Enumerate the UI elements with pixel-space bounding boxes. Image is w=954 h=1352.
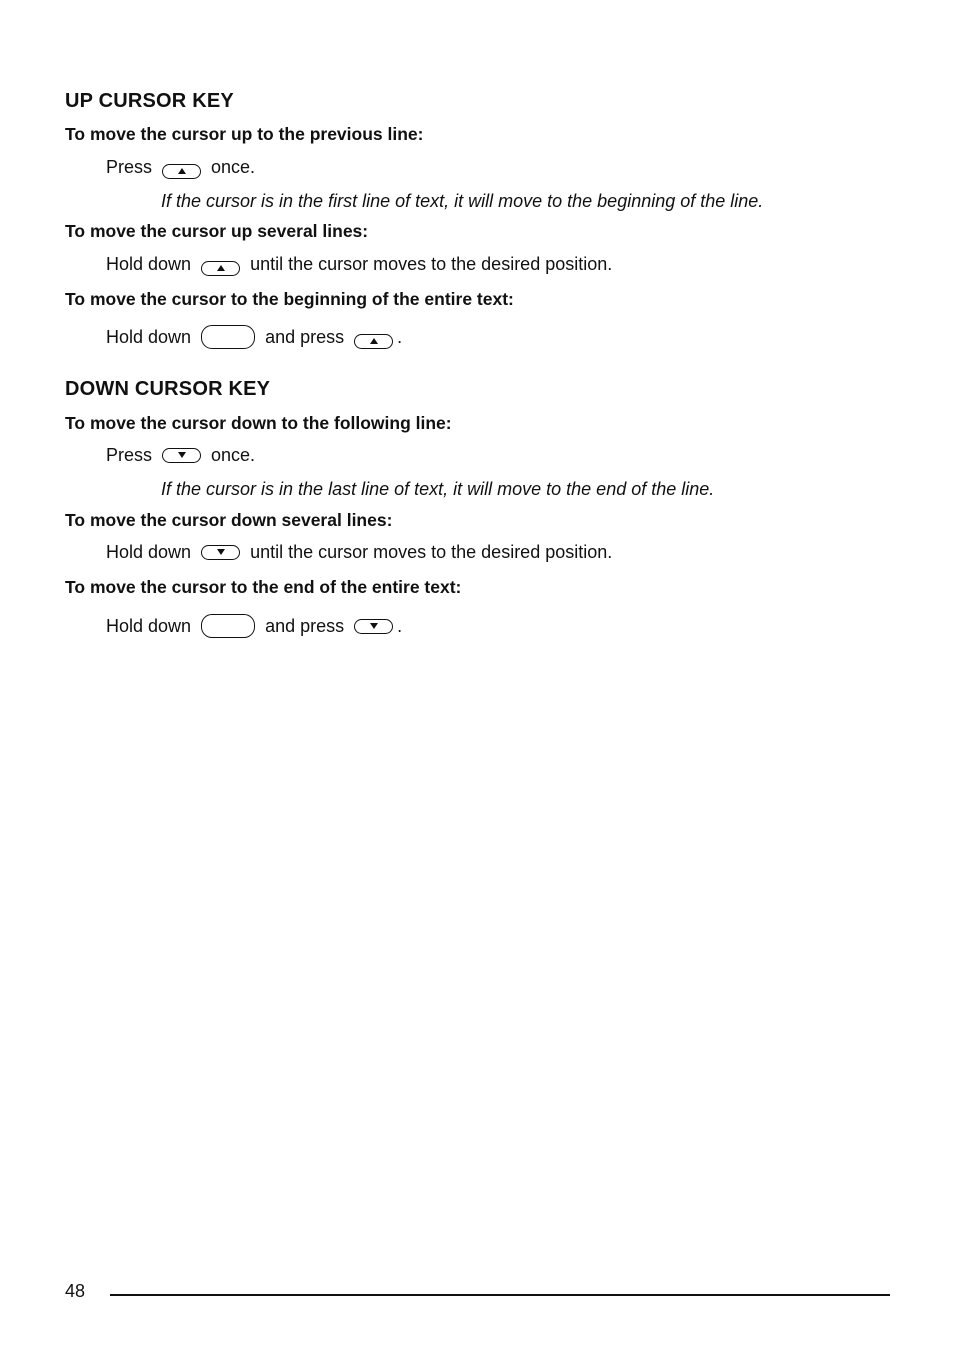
instruction-text: and press — [265, 615, 345, 636]
down-arrow-key-icon — [354, 619, 393, 634]
blank-key-icon — [201, 325, 255, 349]
up-sub-several-lines: To move the cursor up several lines: — [65, 221, 369, 241]
footer-rule — [110, 1294, 890, 1296]
up-sub-beginning-of-text: To move the cursor to the beginning of the entire text: — [65, 289, 514, 309]
instruction-text: Hold down — [106, 542, 192, 562]
instruction-text: Hold down — [106, 254, 192, 274]
instruction-text: . — [397, 615, 403, 636]
instruction-text: once. — [211, 445, 256, 465]
up-note-first-line: If the cursor is in the first line of text, it will move to the beginning of the line. — [161, 191, 764, 211]
down-note-last-line: If the cursor is in the last line of text, it will move to the end of the line. — [161, 479, 715, 499]
page-number: 48 — [65, 1281, 86, 1301]
instruction-text: Press — [106, 445, 153, 465]
instruction-text: once. — [211, 157, 256, 177]
blank-key-icon — [201, 614, 255, 638]
up-arrow-key-icon — [162, 164, 201, 179]
instruction-text: until the cursor moves to the desired position. — [250, 254, 613, 274]
up-instruction-hold-and-press — [106, 325, 402, 349]
up-arrow-key-icon — [354, 334, 393, 349]
instruction-text: Press — [106, 157, 153, 177]
up-cursor-key-heading: UP CURSOR KEY — [65, 90, 234, 112]
instruction-text: Hold down — [106, 615, 192, 636]
instruction-text: . — [397, 326, 403, 347]
down-instruction-hold-down — [106, 542, 612, 563]
up-arrow-key-icon — [201, 261, 240, 276]
down-sub-following-line: To move the cursor down to the following line: — [65, 413, 452, 433]
up-instruction-press-once — [106, 157, 255, 178]
up-instruction-hold-down — [106, 254, 612, 275]
down-cursor-key-heading: DOWN CURSOR KEY — [65, 378, 271, 400]
instruction-text: Hold down — [106, 326, 192, 347]
down-arrow-key-icon — [162, 448, 201, 463]
down-arrow-key-icon — [201, 545, 240, 560]
down-sub-several-lines: To move the cursor down several lines: — [65, 510, 393, 530]
down-instruction-hold-and-press — [106, 614, 402, 638]
up-sub-previous-line: To move the cursor up to the previous line: — [65, 124, 424, 144]
instruction-text: until the cursor moves to the desired position. — [250, 542, 613, 562]
down-sub-end-of-text: To move the cursor to the end of the entire text: — [65, 577, 462, 597]
down-instruction-press-once — [106, 445, 255, 466]
instruction-text: and press — [265, 326, 345, 347]
